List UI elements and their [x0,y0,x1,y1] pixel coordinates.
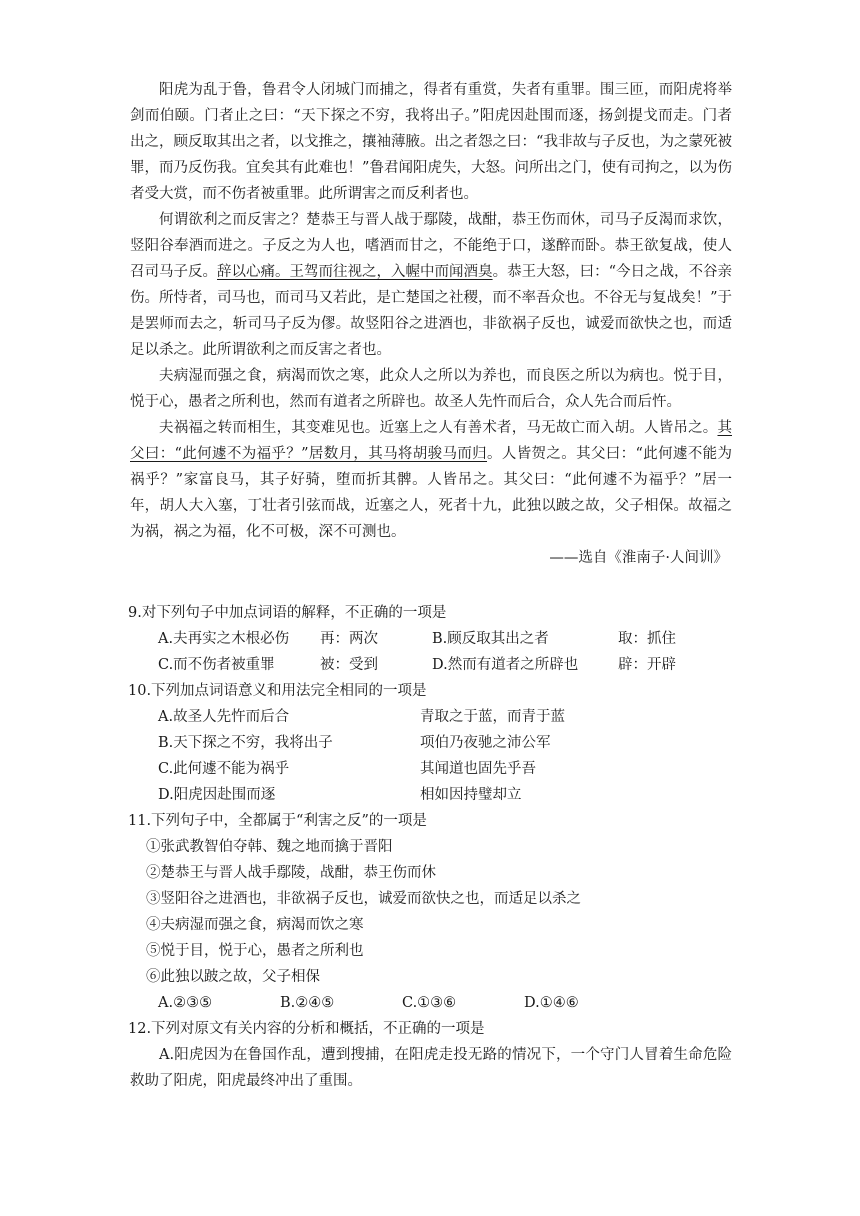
q11-item-6: ⑥此独以跛之故，父子相保 [146,969,320,985]
q9-option-a: A.夫再实之木根必伤 [158,631,290,647]
q9-option-d-gloss: 辟：开辟 [618,657,676,673]
q11-item-4: ④夫病湿而强之食，病渴而饮之寒 [146,917,364,933]
q10-option-a-left: A.故圣人先忤而后合 [158,709,290,725]
q9-option-d: D.然而有道者之所辟也 [432,657,579,673]
q11-choice-c: C.①③⑥ [402,995,457,1011]
classical-passage [130,77,732,571]
passage-source: ——选自《淮南子·人间训》 [549,550,728,566]
q11-choice-d: D.①④⑥ [524,995,579,1011]
q12-option-a: A.阳虎因为在鲁国作乱，遭到搜捕，在阳虎走投无路的情况下，一个守门人冒着生命危险救助了阳虎，阳虎最终冲出了重围。 [130,1047,732,1089]
q9-option-b-gloss: 取：抓住 [618,631,676,647]
q10-option-d-right: 相如因持璧却立 [420,787,522,803]
q11-choice-b: B.②④⑤ [280,995,335,1011]
underlined-sentence-1: 辞以心痛。王驾而往视之，入幄中而闻酒臭 [217,264,493,280]
q10-option-a-right: 青取之于蓝，而青于蓝 [420,709,565,725]
underlined-sentence-2: 其父曰：“此何遽不为福乎？”居数月，其马将胡骏马而归 [130,420,732,462]
q9-option-c-gloss: 被：受到 [320,657,378,673]
paragraph-4-text-b: 。人皆贺之。其父曰：“此何遽不能为祸乎？”家富良马，其子好骑，堕而折其髀。人皆吊之。其父曰：“此何遽不为福乎？”居一年，胡人大入塞，丁壮者引弦而战，近塞之人，死者十九，此独以跛之故，父子相保。故福之为祸，祸之为福，化不可极，深不可测也。 [130,446,732,540]
q9-option-c: C.而不伤者被重罪 [158,657,275,673]
q9-option-a-gloss: 再：两次 [320,631,378,647]
q11-item-3: ③竖阳谷之进酒也，非欲祸子反也，诚爱而欲快之也，而适足以杀之 [146,891,581,907]
q11-item-1: ①张武教智伯夺韩、魏之地而擒于晋阳 [146,839,393,855]
q11-choice-a: A.②③⑤ [158,995,213,1011]
q10-option-c-right: 其闻道也固先乎吾 [420,761,536,777]
q11-item-5: ⑤悦于目，悦于心，愚者之所利也 [146,943,364,959]
passage-paragraph-1: 阳虎为乱于鲁，鲁君令人闭城门而捕之，得者有重赏，失者有重罪。围三匝，而阳虎将举剑而伯颐。门者止之曰：“天下探之不穷，我将出子。”阳虎因赴围而逐，扬剑提戈而走。门者出之，顾反取其出之者，以戈推之，攘袖薄腋。出之者怨之曰：“我非故与子反也，为之蒙死被罪，而乃反伤我。宜矣其有此难也！”鲁君闻阳虎失，大怒。问所出之门，使有司拘之，以为伤者受大赏，而不伤者被重罪。此所谓害之而反利者也。 [130,82,732,202]
q10-option-b-right: 项伯乃夜驰之沛公军 [420,735,551,751]
q10-option-a [130,704,732,730]
q10-option-d-left: D.阳虎因赴围而逐 [158,787,276,803]
q10-option-c-left: C.此何遽不能为祸乎 [158,761,290,777]
question-11-title: 11.下列句子中，全都属于“利害之反”的一项是 [128,813,427,829]
q10-option-b [130,730,732,756]
q10-option-c [130,756,732,782]
question-9-title: 9.对下列句子中加点词语的解释，不正确的一项是 [128,605,447,621]
question-9-row-cd [130,652,732,678]
paragraph-4-text-a: 夫祸福之转而相生，其变难见也。近塞上之人有善术者，马无故亡而入胡。人皆吊之。 [159,420,718,436]
q11-choices [130,990,732,1016]
questions-section [130,600,732,1094]
paragraph-2-text-b: 。恭王大怒，曰：“今日之战，不谷亲伤。所恃者，司马也，而司马又若此，是亡楚国之社稷，而不率吾众也。不谷无与复战矣！”于是罢师而去之，斩司马子反为僇。故竖阳谷之进酒也，非欲祸子反也，诚爱而欲快之也，而适足以杀之。此所谓欲利之而反害之者也。 [130,264,733,358]
passage-paragraph-3: 夫病湿而强之食，病渴而饮之寒，此众人之所以为养也，而良医之所以为病也。悦于目，悦于心，愚者之所利也，然而有道者之所辟也。故圣人先忤而后合，众人先合而后忤。 [130,368,732,410]
q10-option-b-left: B.天下探之不穷，我将出子 [158,735,333,751]
q11-item-2: ②楚恭王与晋人战手鄢陵，战酣，恭王伤而休 [146,865,436,881]
passage-paragraph-2 [130,207,732,363]
question-12-title: 12.下列对原文有关内容的分析和概括，不正确的一项是 [128,1021,485,1037]
question-9-row-ab [130,626,732,652]
paragraph-2-text-a: 何谓欲利之而反害之？楚恭王与晋人战于鄢陵，战酣，恭王伤而休，司马子反渴而求饮，竖阳谷奉酒而进之。子反之为人也，嗜酒而甘之，不能绝于口，遂醉而卧。恭王欲复战，使人召司马子反。 [130,212,732,280]
question-10-title: 10.下列加点词语意义和用法完全相同的一项是 [128,683,427,699]
passage-paragraph-4 [130,415,732,545]
q9-option-b: B.顾反取其出之者 [432,631,549,647]
q10-option-d [130,782,732,808]
